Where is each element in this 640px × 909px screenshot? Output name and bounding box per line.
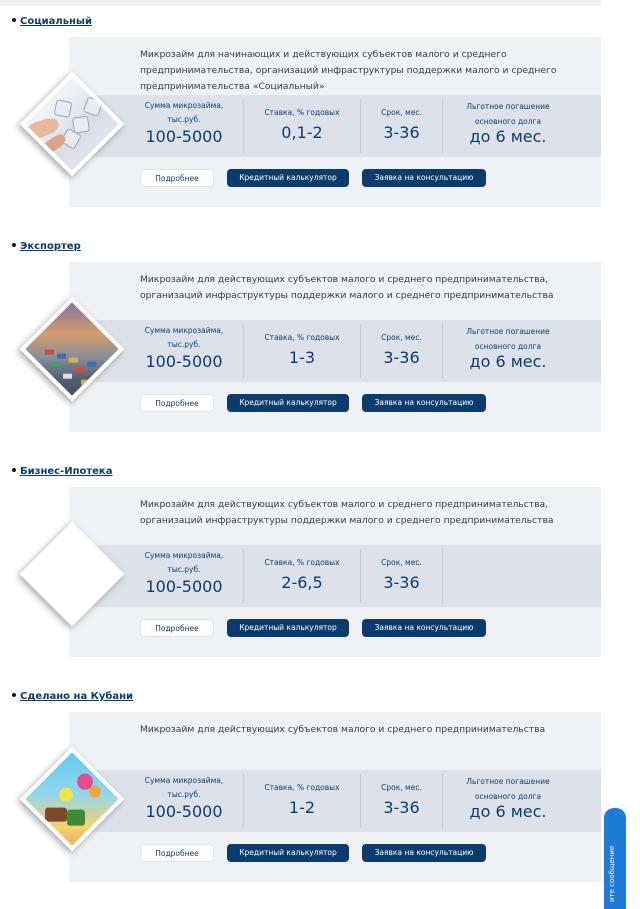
stat-grace-value: до 6 мес. bbox=[469, 127, 547, 146]
stat-rate-value: 1-3 bbox=[288, 348, 316, 367]
stat-term-label: Срок, мес. bbox=[381, 333, 422, 342]
details-button[interactable]: Подробнее bbox=[140, 844, 214, 862]
stat-rate bbox=[244, 545, 360, 607]
product-card bbox=[69, 262, 601, 432]
stat-amount-value: 100-5000 bbox=[145, 802, 223, 821]
stat-rate-label: Ставка, % годовых bbox=[264, 783, 340, 792]
stat-rate-label: Ставка, % годовых bbox=[264, 333, 340, 342]
stat-amount-label: Сумма микрозайма, тыс.руб. bbox=[144, 101, 224, 124]
consultation-request-button[interactable]: Заявка на консультацию bbox=[362, 169, 486, 187]
stat-amount-value: 100-5000 bbox=[145, 577, 223, 596]
details-button[interactable]: Подробнее bbox=[140, 169, 214, 187]
stat-grace bbox=[443, 320, 573, 382]
product-title-link[interactable] bbox=[12, 466, 112, 477]
stat-rate bbox=[244, 320, 360, 382]
product-description: Микрозайм для действующих субъектов малого и среднего предпринимательства bbox=[140, 724, 546, 735]
stat-rate bbox=[244, 95, 360, 157]
stat-divider bbox=[442, 549, 443, 603]
stat-grace-value: до 6 мес. bbox=[469, 352, 547, 371]
product-title-text[interactable]: Сделано на Кубани bbox=[20, 691, 134, 702]
product-description: Микрозайм для действующих субъектов малого и среднего предпринимательства, организаций инфраструктуры поддержки малого и среднего предпринимательства bbox=[140, 499, 554, 526]
product-title-text[interactable]: Экспортер bbox=[20, 241, 81, 252]
product-title-link[interactable] bbox=[12, 16, 92, 27]
stat-rate-value: 1-2 bbox=[288, 798, 316, 817]
stat-rate-label: Ставка, % годовых bbox=[264, 558, 340, 567]
bullet-icon bbox=[12, 693, 16, 697]
credit-calculator-button[interactable]: Кредитный калькулятор bbox=[227, 619, 349, 637]
bullet-icon bbox=[12, 243, 16, 247]
cargo-port-image bbox=[20, 297, 125, 402]
stat-grace-label: Льготное погашение основного долга bbox=[466, 327, 550, 351]
stat-amount-label: Сумма микрозайма, тыс.руб. bbox=[144, 776, 224, 799]
product-stats bbox=[69, 320, 601, 382]
stat-amount bbox=[125, 95, 243, 157]
consultation-request-button[interactable]: Заявка на консультацию bbox=[362, 844, 486, 862]
kuban-products-image bbox=[20, 747, 125, 852]
product-title-link[interactable] bbox=[12, 241, 81, 252]
stat-amount bbox=[125, 545, 243, 607]
stat-grace-value: до 6 мес. bbox=[469, 802, 547, 821]
message-side-tab-label[interactable]: ите сообщение bbox=[608, 845, 616, 902]
stat-amount-value: 100-5000 bbox=[145, 352, 223, 371]
stat-grace-label: Льготное погашение основного долга bbox=[466, 102, 550, 126]
product-card bbox=[69, 37, 601, 207]
product-stats bbox=[69, 770, 601, 832]
message-side-tab[interactable] bbox=[604, 808, 626, 909]
stat-rate-label: Ставка, % годовых bbox=[264, 108, 340, 117]
stat-term bbox=[361, 770, 442, 832]
product-image-frame bbox=[20, 72, 124, 176]
stat-term-value: 3-36 bbox=[383, 123, 420, 142]
stat-term-label: Срок, мес. bbox=[381, 108, 422, 117]
previous-card-edge bbox=[0, 0, 601, 6]
stat-term-label: Срок, мес. bbox=[381, 558, 422, 567]
product-image-frame bbox=[20, 522, 124, 626]
stat-term bbox=[361, 545, 442, 607]
stat-amount-label: Сумма микрозайма, тыс.руб. bbox=[144, 551, 224, 574]
stat-term-label: Срок, мес. bbox=[381, 783, 422, 792]
puzzle-hands-image bbox=[20, 72, 125, 177]
credit-calculator-button[interactable]: Кредитный калькулятор bbox=[227, 844, 349, 862]
stat-amount-label: Сумма микрозайма, тыс.руб. bbox=[144, 326, 224, 349]
credit-calculator-button[interactable]: Кредитный калькулятор bbox=[227, 394, 349, 412]
details-button[interactable]: Подробнее bbox=[140, 394, 214, 412]
stat-grace bbox=[443, 95, 573, 157]
product-image-frame bbox=[20, 747, 124, 851]
stat-amount bbox=[125, 770, 243, 832]
stat-term bbox=[361, 95, 442, 157]
product-title-text[interactable]: Социальный bbox=[20, 16, 92, 27]
product-title-link[interactable] bbox=[12, 691, 133, 702]
stat-term-value: 3-36 bbox=[383, 798, 420, 817]
stat-amount bbox=[125, 320, 243, 382]
stat-amount-value: 100-5000 bbox=[145, 127, 223, 146]
details-button[interactable]: Подробнее bbox=[140, 619, 214, 637]
product-card bbox=[69, 487, 601, 657]
product-description: Микрозайм для начинающих и действующих субъектов малого и среднего предпринимательства, организаций инфраструктуры поддержки малого и среднего предпринимательства «Социальный» bbox=[140, 49, 557, 92]
product-stats bbox=[69, 95, 601, 157]
stat-term-value: 3-36 bbox=[383, 348, 420, 367]
product-title-text[interactable]: Бизнес-Ипотека bbox=[20, 466, 113, 477]
consultation-request-button[interactable]: Заявка на консультацию bbox=[362, 394, 486, 412]
blank-image bbox=[20, 522, 125, 627]
stat-rate bbox=[244, 770, 360, 832]
product-image-frame bbox=[20, 297, 124, 401]
bullet-icon bbox=[12, 18, 16, 22]
product-stats bbox=[69, 545, 601, 607]
stat-term bbox=[361, 320, 442, 382]
stat-rate-value: 0,1-2 bbox=[281, 123, 323, 142]
bullet-icon bbox=[12, 468, 16, 472]
credit-calculator-button[interactable]: Кредитный калькулятор bbox=[227, 169, 349, 187]
product-card bbox=[69, 712, 601, 882]
stat-grace bbox=[443, 770, 573, 832]
product-description: Микрозайм для действующих субъектов малого и среднего предпринимательства, организаций инфраструктуры поддержки малого и среднего предпринимательства bbox=[140, 274, 554, 301]
stat-rate-value: 2-6,5 bbox=[281, 573, 323, 592]
stat-term-value: 3-36 bbox=[383, 573, 420, 592]
stat-grace-label: Льготное погашение основного долга bbox=[466, 777, 550, 801]
consultation-request-button[interactable]: Заявка на консультацию bbox=[362, 619, 486, 637]
